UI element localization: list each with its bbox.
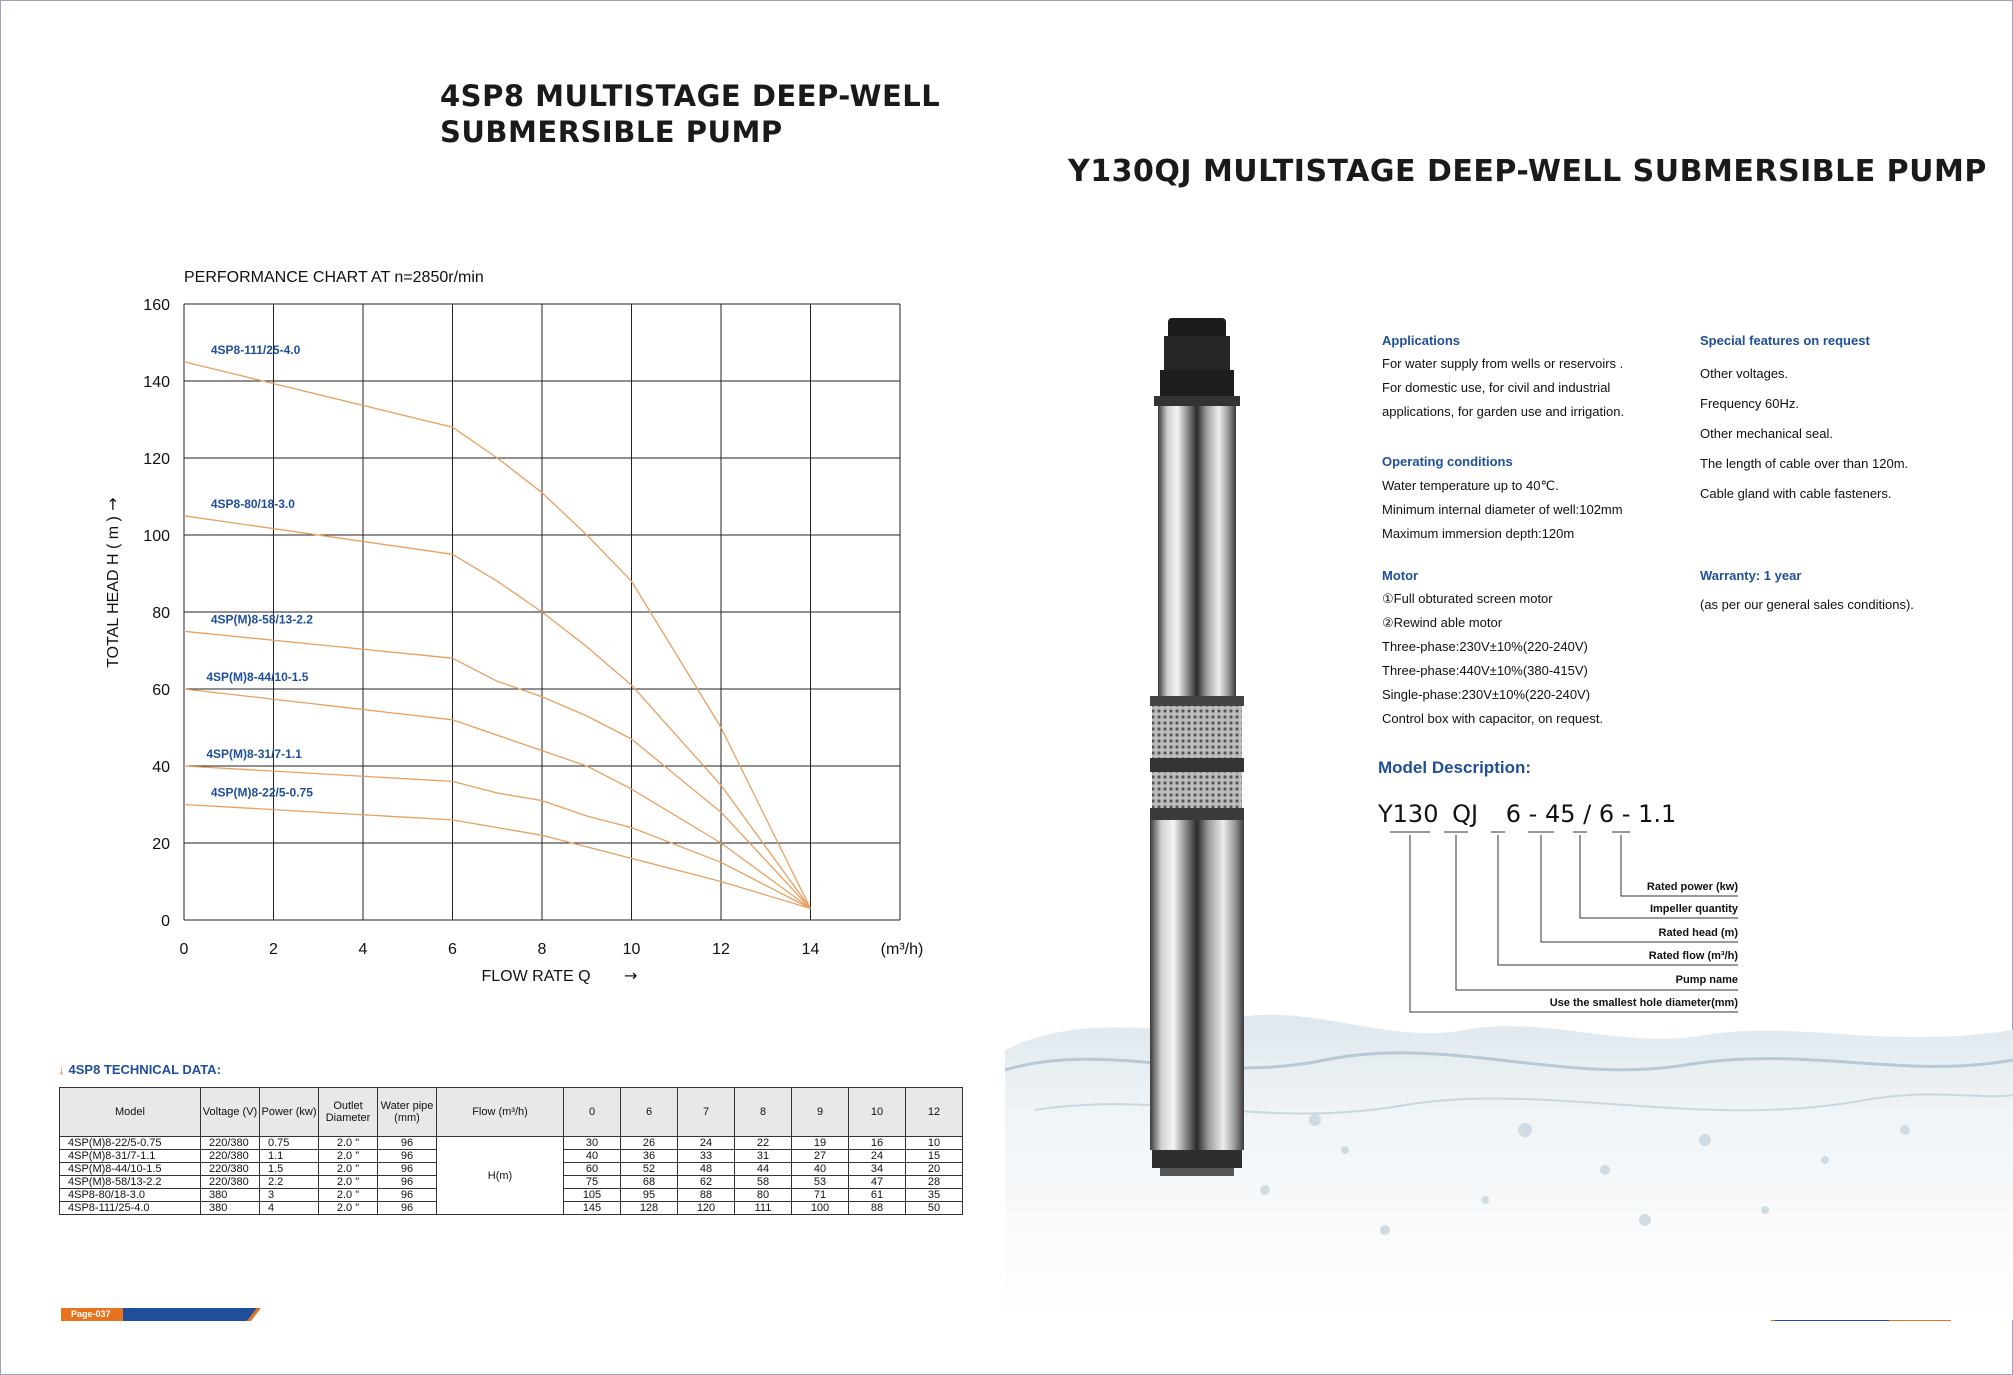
motor-line: Three-phase:230V±10%(220-240V) <box>1382 639 1588 654</box>
table-cell: 111 <box>735 1202 792 1215</box>
y-tick-label: 60 <box>152 682 170 699</box>
table-cell: 44 <box>735 1163 792 1176</box>
table-cell: 128 <box>621 1202 678 1215</box>
y-tick-label: 160 <box>143 297 170 314</box>
table-cell: 24 <box>678 1137 735 1150</box>
table-row <box>60 1137 963 1150</box>
special-line: Other voltages. <box>1700 366 1789 381</box>
motor-text <box>1382 587 1603 731</box>
operating-line: Minimum internal diameter of well:102mm <box>1382 502 1623 517</box>
label-impeller-quantity: Impeller quantity <box>1649 903 1738 915</box>
special-line: Frequency 60Hz. <box>1700 396 1799 411</box>
table-header-cell: Flow (m³/h) <box>437 1088 564 1137</box>
operating-line: Water temperature up to 40℃. <box>1382 478 1559 493</box>
right-page-title: Y130QJ MULTISTAGE DEEP-WELL SUBMERSIBLE PUMP <box>1068 154 1987 189</box>
table-cell: 96 <box>378 1189 437 1202</box>
page-number-left <box>61 1308 111 1321</box>
table-cell: 62 <box>678 1176 735 1189</box>
curve-label: 4SP(M)8-44/10-1.5 <box>206 670 309 684</box>
special-line: The length of cable over than 120m. <box>1700 456 1909 471</box>
down-arrow-icon: ↓ <box>58 1062 65 1077</box>
table-header-cell: 0 <box>564 1088 621 1137</box>
x-unit-label: (m³/h) <box>880 941 924 958</box>
table-header-cell: 7 <box>678 1088 735 1137</box>
table-cell: 96 <box>378 1176 437 1189</box>
table-cell: 120 <box>678 1202 735 1215</box>
table-cell: 4SP(M)8-58/13-2.2 <box>60 1176 201 1189</box>
table-cell: 68 <box>621 1176 678 1189</box>
table-cell: 4 <box>260 1202 319 1215</box>
table-cell: 2.0 " <box>319 1189 378 1202</box>
x-tick-label: 10 <box>622 941 641 958</box>
table-cell: 19 <box>792 1137 849 1150</box>
h-m-label-cell: H(m) <box>437 1137 564 1215</box>
label-smallest-hole: Use the smallest hole diameter(mm) <box>1549 997 1738 1009</box>
table-cell: 30 <box>564 1137 621 1150</box>
table-cell: 48 <box>678 1163 735 1176</box>
table-cell: 36 <box>621 1150 678 1163</box>
table-cell: 1.1 <box>260 1150 319 1163</box>
table-cell: 220/380 <box>201 1176 260 1189</box>
table-cell: 33 <box>678 1150 735 1163</box>
table-cell: 24 <box>849 1150 906 1163</box>
table-cell: 95 <box>621 1189 678 1202</box>
table-cell: 40 <box>564 1150 621 1163</box>
table-cell: 28 <box>906 1176 963 1189</box>
motor-line: Three-phase:440V±10%(380-415V) <box>1382 663 1588 678</box>
table-cell: 2.0 " <box>319 1202 378 1215</box>
operating-line: Maximum immersion depth:120m <box>1382 526 1575 541</box>
left-title-line-1: 4SP8 MULTISTAGE DEEP-WELL <box>440 79 941 113</box>
table-cell: 0.75 <box>260 1137 319 1150</box>
applications-heading: Applications <box>1382 333 1461 348</box>
table-header-cell: Power (kw) <box>260 1088 319 1137</box>
table-cell: 10 <box>906 1137 963 1150</box>
curve-label: 4SP8-80/18-3.0 <box>210 496 295 511</box>
code-part-slash: / <box>1583 800 1592 828</box>
performance-curve <box>184 362 811 909</box>
code-part-diameter: Y130 <box>1378 800 1439 828</box>
table-header-cell: 8 <box>735 1088 792 1137</box>
motor-line: ②Rewind able motor <box>1382 615 1503 630</box>
x-tick-label: 4 <box>358 941 368 958</box>
table-cell: 53 <box>792 1176 849 1189</box>
table-header-cell: Water pipe (mm) <box>378 1088 437 1137</box>
table-cell: 380 <box>201 1202 260 1215</box>
table-cell: 2.0 " <box>319 1150 378 1163</box>
table-cell: 1.5 <box>260 1163 319 1176</box>
x-tick-label: 8 <box>537 941 547 958</box>
table-header-cell: Outlet Diameter <box>319 1088 378 1137</box>
applications-line: For domestic use, for civil and industrial <box>1382 380 1611 395</box>
operating-conditions-text <box>1382 474 1623 546</box>
table-cell: 145 <box>564 1202 621 1215</box>
table-cell: 31 <box>735 1150 792 1163</box>
table-cell: 20 <box>906 1163 963 1176</box>
y-tick-label: 20 <box>152 836 170 853</box>
table-cell: 71 <box>792 1189 849 1202</box>
table-cell: 3 <box>260 1189 319 1202</box>
page-number-right-text: 038 <box>1899 1322 1915 1332</box>
table-cell: 2.0 " <box>319 1163 378 1176</box>
code-part-head: 45 <box>1544 800 1576 828</box>
code-part-power: 1.1 <box>1638 800 1677 828</box>
special-line: Cable gland with cable fasteners. <box>1700 486 1892 501</box>
table-cell: 4SP(M)8-31/7-1.1 <box>60 1150 201 1163</box>
y-axis-arrow-icon: → <box>103 497 122 511</box>
tech-data-heading-text: 4SP8 TECHNICAL DATA: <box>68 1062 221 1077</box>
model-code-diagram <box>1378 800 1738 1040</box>
special-features-text <box>1700 359 1908 509</box>
label-rated-power: Rated power (kw) <box>1646 881 1738 893</box>
table-cell: 2.0 " <box>319 1176 378 1189</box>
table-header-cell: Voltage (V) <box>201 1088 260 1137</box>
table-cell: 15 <box>906 1150 963 1163</box>
page-number-left-text: Page-037 <box>71 1309 111 1319</box>
model-code-text <box>1378 800 1676 828</box>
table-cell: 16 <box>849 1137 906 1150</box>
applications-line: applications, for garden use and irrigation. <box>1382 404 1625 419</box>
table-cell: 2.2 <box>260 1176 319 1189</box>
motor-line: Single-phase:230V±10%(220-240V) <box>1382 687 1591 702</box>
curve-label: 4SP(M)8-31/7-1.1 <box>206 747 302 761</box>
code-part-dash: - <box>1621 800 1631 828</box>
table-cell: 380 <box>201 1189 260 1202</box>
y-tick-label: 0 <box>161 913 170 930</box>
performance-curve <box>184 516 811 909</box>
table-cell: 75 <box>564 1176 621 1189</box>
x-tick-label: 0 <box>179 941 189 958</box>
motor-line: Control box with capacitor, on request. <box>1382 711 1604 726</box>
x-tick-label: 6 <box>448 941 457 958</box>
table-cell: 50 <box>906 1202 963 1215</box>
performance-curve <box>184 805 811 909</box>
code-part-flow: 6 <box>1505 800 1521 828</box>
label-rated-flow: Rated flow (m³/h) <box>1648 950 1738 962</box>
curve-label: 4SP(M)8-22/5-0.75 <box>210 785 313 800</box>
code-part-dash: - <box>1528 800 1538 828</box>
operating-conditions-heading: Operating conditions <box>1382 454 1513 469</box>
table-cell: 47 <box>849 1176 906 1189</box>
table-cell: 96 <box>378 1137 437 1150</box>
table-cell: 96 <box>378 1150 437 1163</box>
x-tick-label: 12 <box>712 941 730 958</box>
warranty-heading: Warranty: 1 year <box>1700 568 1802 583</box>
table-header-cell: 12 <box>906 1088 963 1137</box>
left-page-title <box>440 78 940 150</box>
y-axis-label: TOTAL HEAD H ( m ) <box>105 516 122 668</box>
table-header-cell: 9 <box>792 1088 849 1137</box>
performance-chart-svg <box>90 260 930 990</box>
warranty-text: (as per our general sales conditions). <box>1700 597 1914 612</box>
x-tick-label: 14 <box>801 941 820 958</box>
table-cell: 22 <box>735 1137 792 1150</box>
table-cell: 4SP8-80/18-3.0 <box>60 1189 201 1202</box>
applications-text <box>1382 352 1624 424</box>
x-axis-arrow-icon: → <box>624 966 638 985</box>
table-cell: 105 <box>564 1189 621 1202</box>
table-cell: 220/380 <box>201 1163 260 1176</box>
code-part-impellers: 6 <box>1598 800 1615 828</box>
table-cell: 61 <box>849 1189 906 1202</box>
table-cell: 88 <box>678 1189 735 1202</box>
table-cell: 220/380 <box>201 1137 260 1150</box>
curve-label: 4SP8-111/25-4.0 <box>210 342 301 357</box>
table-cell: 2.0 " <box>319 1137 378 1150</box>
y-tick-label: 140 <box>143 374 170 391</box>
table-cell: 27 <box>792 1150 849 1163</box>
y-tick-label: 120 <box>143 451 170 468</box>
table-cell: 220/380 <box>201 1150 260 1163</box>
table-cell: 35 <box>906 1189 963 1202</box>
table-cell: 80 <box>735 1189 792 1202</box>
label-pump-name: Pump name <box>1675 974 1738 986</box>
performance-chart <box>90 260 930 990</box>
table-cell: 26 <box>621 1137 678 1150</box>
table-cell: 4SP8-111/25-4.0 <box>60 1202 201 1215</box>
special-line: Other mechanical seal. <box>1700 426 1833 441</box>
table-cell: 100 <box>792 1202 849 1215</box>
x-axis-label: FLOW RATE Q <box>481 968 591 985</box>
table-header-cell: 6 <box>621 1088 678 1137</box>
table-cell: 96 <box>378 1202 437 1215</box>
table-cell: 52 <box>621 1163 678 1176</box>
special-features-heading: Special features on request <box>1700 333 1870 348</box>
model-description-heading: Model Description: <box>1378 758 1532 777</box>
table-cell: 4SP(M)8-44/10-1.5 <box>60 1163 201 1176</box>
motor-line: ①Full obturated screen motor <box>1382 591 1553 606</box>
curve-label: 4SP(M)8-58/13-2.2 <box>210 612 313 627</box>
code-part-pump-name: QJ <box>1452 800 1479 828</box>
table-cell: 60 <box>564 1163 621 1176</box>
table-header-cell: 10 <box>849 1088 906 1137</box>
chart-title: PERFORMANCE CHART AT n=2850r/min <box>184 269 484 286</box>
y-tick-label: 80 <box>152 605 170 622</box>
table-cell: 34 <box>849 1163 906 1176</box>
y-tick-label: 40 <box>152 759 170 776</box>
submersible-pump-image <box>1120 318 1275 1178</box>
table-header-cell: Model <box>60 1088 201 1137</box>
table-cell: 4SP(M)8-22/5-0.75 <box>60 1137 201 1150</box>
table-cell: 88 <box>849 1202 906 1215</box>
left-title-line-2: SUBMERSIBLE PUMP <box>440 115 783 149</box>
table-cell: 58 <box>735 1176 792 1189</box>
tech-data-heading <box>58 1062 221 1077</box>
table-cell: 96 <box>378 1163 437 1176</box>
y-tick-label: 100 <box>143 528 170 545</box>
applications-line: For water supply from wells or reservoirs . <box>1382 356 1624 371</box>
tech-data-table <box>59 1087 963 1215</box>
label-rated-head: Rated head (m) <box>1658 927 1738 939</box>
table-cell: 40 <box>792 1163 849 1176</box>
x-tick-label: 2 <box>269 941 278 958</box>
tech-table-header-row <box>60 1088 963 1137</box>
motor-heading: Motor <box>1382 568 1419 583</box>
